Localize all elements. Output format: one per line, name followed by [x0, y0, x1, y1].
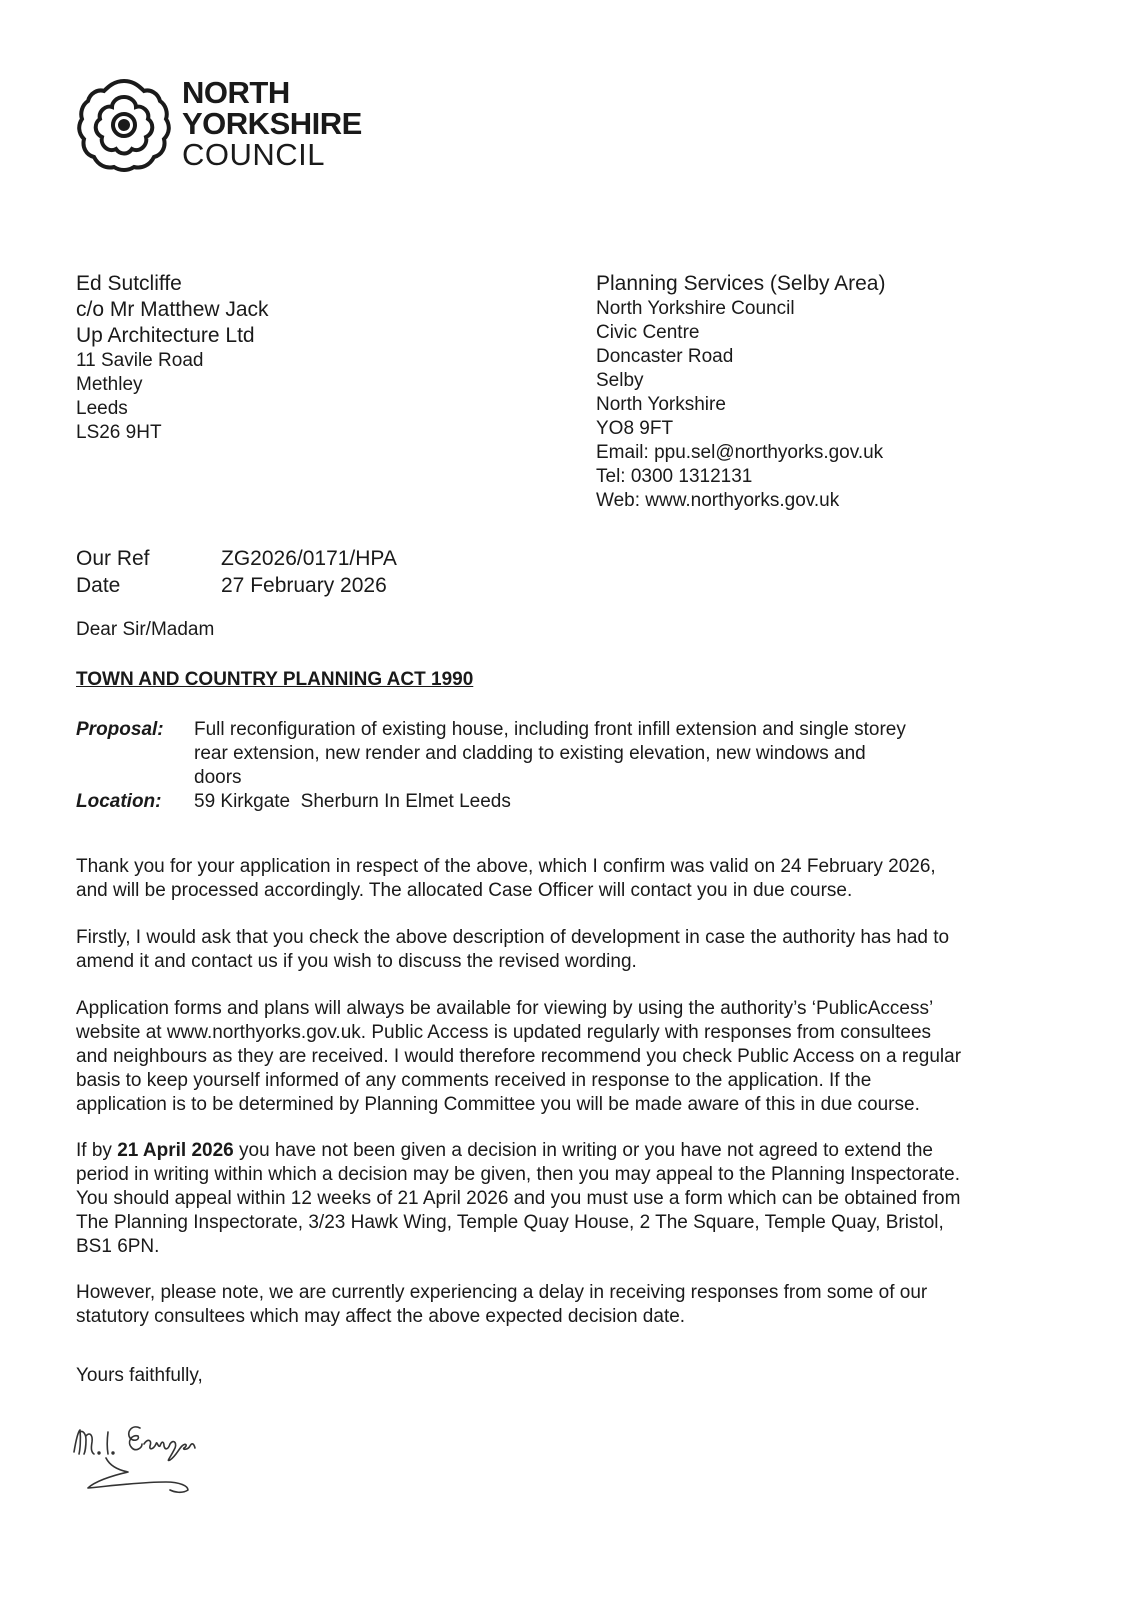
sender-postcode: YO8 9FT	[596, 418, 674, 439]
our-ref-label: Our Ref	[76, 547, 150, 570]
paragraph-line: The Planning Inspectorate, 3/23 Hawk Wing, Temple Quay House, 2 The Square, Temple Quay, Bristol,	[76, 1212, 944, 1233]
paragraph-line: application is to be determined by Planning Committee you will be made aware of this in due course.	[76, 1094, 920, 1115]
sender-council: North Yorkshire Council	[596, 298, 795, 319]
sender-town: Selby	[596, 370, 644, 391]
sender-web: Web: www.northyorks.gov.uk	[596, 490, 840, 511]
location-label: Location:	[76, 791, 162, 812]
logo-line-yorkshire: YORKSHIRE	[182, 106, 362, 141]
appeal-prefix: If by	[76, 1140, 118, 1161]
sender-county: North Yorkshire	[596, 394, 726, 415]
proposal-line: rear extension, new render and cladding to existing elevation, new windows and	[194, 743, 866, 764]
paragraph-delay-notice	[76, 1281, 1061, 1329]
paragraph-line: Thank you for your application in respect of the above, which I confirm was valid on 24 February 2026,	[76, 856, 936, 877]
paragraph-line	[76, 1139, 1061, 1163]
salutation: Dear Sir/Madam	[76, 619, 215, 640]
reference-block	[76, 545, 397, 599]
paragraph-line: Firstly, I would ask that you check the above description of development in case the authority has had to	[76, 927, 950, 948]
paragraph-public-access	[76, 997, 1061, 1117]
proposal-label: Proposal:	[76, 719, 164, 740]
paragraph-line: amend it and contact us if you wish to discuss the revised wording.	[76, 951, 637, 972]
paragraph-line: Application forms and plans will always be available for viewing by using the authority’s ‘PublicAccess’	[76, 998, 934, 1019]
date-label: Date	[76, 574, 121, 597]
recipient-postcode: LS26 9HT	[76, 422, 162, 443]
location-row	[76, 790, 1036, 814]
paragraph-line: statutory consultees which may affect the above expected decision date.	[76, 1306, 686, 1327]
council-logo	[74, 75, 394, 175]
sender-email: Email: ppu.sel@northyorks.gov.uk	[596, 442, 884, 463]
act-title: TOWN AND COUNTRY PLANNING ACT 1990	[76, 669, 474, 690]
paragraph-line: However, please note, we are currently experiencing a delay in receiving responses from some of our	[76, 1282, 928, 1303]
paragraph-line: website at www.northyorks.gov.uk. Public Access is updated regularly with responses from consultees	[76, 1022, 932, 1043]
recipient-company: Up Architecture Ltd	[76, 324, 255, 347]
yorkshire-rose-icon	[74, 75, 174, 175]
paragraph-validation	[76, 855, 1061, 903]
location-value: 59 Kirkgate Sherburn In Elmet Leeds	[194, 791, 511, 812]
paragraph-appeal	[76, 1139, 1061, 1259]
our-ref-value: ZG2026/0171/HPA	[221, 547, 397, 570]
our-ref-row	[76, 545, 397, 572]
date-value: 27 February 2026	[221, 574, 387, 597]
paragraph-description-check	[76, 926, 1061, 974]
logo-wordmark	[182, 77, 362, 170]
recipient-care-of: c/o Mr Matthew Jack	[76, 298, 269, 321]
paragraph-line: and will be processed accordingly. The allocated Case Officer will contact you in due course.	[76, 880, 853, 901]
recipient-address	[76, 271, 269, 445]
sender-road: Doncaster Road	[596, 346, 734, 367]
logo-line-council: COUNCIL	[182, 137, 326, 172]
paragraph-line: You should appeal within 12 weeks of 21 April 2026 and you must use a form which can be obtained from	[76, 1188, 961, 1209]
decision-date: 21 April 2026	[117, 1140, 234, 1161]
proposal-line: doors	[194, 767, 242, 788]
paragraph-line: basis to keep yourself informed of any comments received in response to the application. If the	[76, 1070, 872, 1091]
logo-line-north: NORTH	[182, 75, 290, 110]
recipient-city: Leeds	[76, 398, 128, 419]
handwritten-signature	[70, 1410, 240, 1510]
sender-department: Planning Services (Selby Area)	[596, 272, 886, 295]
proposal-block	[76, 718, 1036, 814]
proposal-text	[194, 718, 1014, 790]
paragraph-line: BS1 6PN.	[76, 1236, 160, 1257]
sender-building: Civic Centre	[596, 322, 700, 343]
recipient-street: 11 Savile Road	[76, 350, 204, 371]
date-row	[76, 572, 397, 599]
recipient-locality: Methley	[76, 374, 143, 395]
signoff: Yours faithfully,	[76, 1365, 203, 1386]
sender-address	[596, 271, 885, 513]
paragraph-line: and neighbours as they are received. I would therefore recommend you check Public Access on a regular	[76, 1046, 962, 1067]
sender-tel: Tel: 0300 1312131	[596, 466, 753, 487]
appeal-line1-rest: you have not been given a decision in writing or you have not agreed to extend the	[233, 1140, 933, 1161]
proposal-line: Full reconfiguration of existing house, including front infill extension and single storey	[194, 719, 906, 740]
proposal-row	[76, 718, 1036, 790]
paragraph-line: period in writing within which a decision may be given, then you may appeal to the Planning Inspectorate.	[76, 1164, 961, 1185]
recipient-name: Ed Sutcliffe	[76, 272, 182, 295]
